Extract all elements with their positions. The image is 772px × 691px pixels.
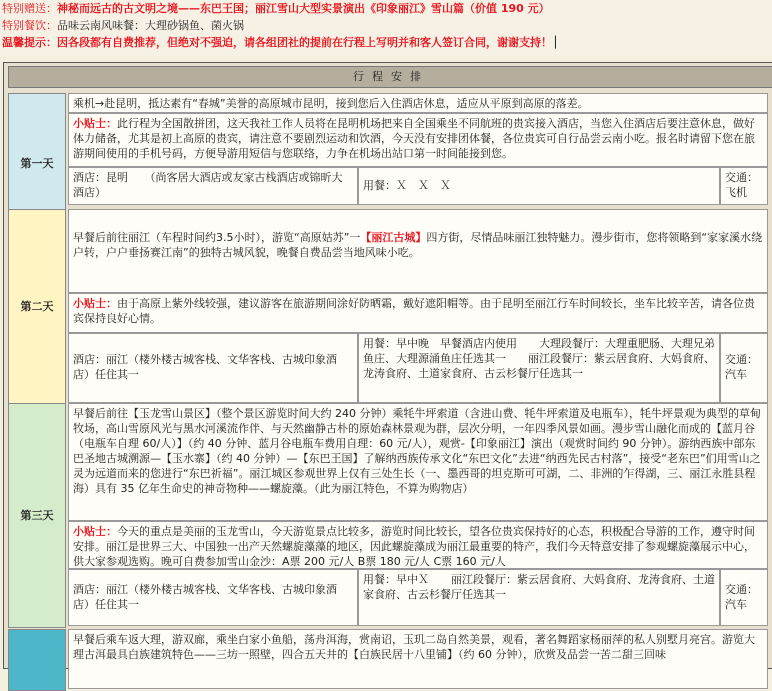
day3-transport: 交通：汽车	[720, 569, 768, 626]
gift-label: 特别赠送：	[2, 2, 57, 15]
top-info	[0, 0, 772, 56]
day3-tip-label: 小贴士：	[73, 525, 117, 538]
day2-highlight: 【丽江古城】	[360, 231, 427, 244]
day1-tip-label: 小贴士：	[73, 117, 117, 130]
day2-label: 第二天	[8, 209, 66, 405]
day3-label: 第三天	[8, 403, 66, 628]
warm-label: 温馨提示：	[2, 36, 57, 49]
day3-tip	[68, 521, 768, 569]
meal-label: 特别餐饮：	[2, 19, 57, 32]
day1-hotel: 酒店：昆明 （尚客居大酒店或友家古栈酒店或锦昕大酒店）	[68, 167, 358, 205]
day2-tip	[68, 293, 768, 333]
meal-text: 品味云南风味餐：大理砂锅鱼、菌火锅	[57, 19, 244, 32]
day1-meal: 用餐：Ｘ Ｘ Ｘ	[358, 167, 720, 205]
day3-meal: 用餐：早中Ｘ 丽江段餐厅：紫云居食府、大妈食府、龙涛食府、土道家食府、古云杉餐厅任选其一	[358, 569, 720, 626]
day4-intro: 早餐后乘车返大理，游双廊，乘坐白家小鱼船，荡舟洱海，赏南诏，玉玑二岛自然美景，观看，著名舞蹈家杨丽萍的私人别墅月亮宫。游览大理古洱最具白族建筑特色——三坊一照壁，四合五天井的【白族民居十八里铺】（约 60 分钟），欣赏及品尝一苦二甜三回味	[68, 629, 768, 689]
day2-intro	[68, 209, 768, 293]
warm-line: 温馨提示：因各段都有自费推荐，但绝对不强迫，请各组团社的提前在行程上写明并和客人签订合同，谢谢支持！│	[2, 36, 559, 49]
day1-tip-text: 此行程为全国散拼团，这天我社工作人员将在昆明机场把来自全国乘坐不同航班的贵宾接入酒店，当您入住酒店后要注意休息，做好体力储备，尤其是初上高原的贵宾，请注意不要剧烈运动和饮酒，今天没有安排团体餐，各位贵宾可自行品尝云南小吃。报名时请留下您在旅游期间使用的手机号码，方便导游用短信与您联络，力争在机场出站口第一时间能接到您。	[73, 117, 755, 160]
meal-line	[2, 17, 244, 34]
day1-tip	[68, 113, 768, 167]
day2-text-b: 四方街，尽情品味丽江独特魅力。漫步街市，您将领略到“家家溪水绕户转，户户垂扬赛江南”的独特古城风貌，晚餐自费品尝当地风味小吃。	[73, 231, 763, 259]
gift-text: 神秘而远古的古文明之境——东巴王国；丽江雪山大型实景演出《印象丽江》雪山篇（价值 190 元）	[57, 2, 550, 15]
table-header: 行程安排	[8, 66, 772, 88]
day1-transport: 交通：飞机	[720, 167, 768, 205]
day1-label: 第一天	[8, 93, 66, 235]
day2-meal: 用餐：早中晚 早餐酒店内使用 大理段餐厅：大理重肥肠、大理兄弟鱼庄、大理源涌鱼庄任选其一 丽江段餐厅：紫云居食府、大妈食府、龙涛食府、土道家食府、古云杉餐厅任选其一	[358, 333, 720, 403]
day3-tip-text: 今天的重点是美丽的玉龙雪山，今天游览景点比较多，游览时间比较长，望各位贵宾保持好的心态，积极配合导游的工作，遵守时间安排。丽江是世界三大、中国独一出产天然螺旋藻藻的地区，因此螺旋藻成为丽江最重要的特产，我们今天特意安排了参观螺旋藻展示中心，供大家参观选购。晚可自费参加雪山金沙：A票 200 元/人 B票 180 元/人 C票 160 元/人	[73, 525, 755, 568]
day1-intro: 乘机→赴昆明，抵达素有“春城”美誉的高原城市昆明，接到您后入住酒店休息，适应从平原到高原的落差。	[68, 93, 768, 113]
day2-transport: 交通：汽车	[720, 333, 768, 403]
itinerary-table	[3, 62, 772, 669]
day2-hotel: 酒店：丽江（楼外楼古城客栈、文华客栈、古城印象酒店）任住其一	[68, 333, 358, 403]
day3-hotel: 酒店：丽江（楼外楼古城客栈、文华客栈、古城印象酒店）任住其一	[68, 569, 358, 626]
day3-intro: 早餐后前往【玉龙雪山景区】（整个景区游览时间大约 240 分钟）乘牦牛坪索道（含进山费、牦牛坪索道及电瓶车），牦牛坪景观为典型的草甸牧场，高山雪原风光与黑水河溪流作伴、与天然幽静古朴的原始森林景观为群，层次分明，一年四季风景如画。漫步雪山融化而成的【蓝月谷（电瓶车自理 60/人）】（约 40 分钟、蓝月谷电瓶车费用自理：60 元/人），观赏-【印象丽江】演出（观赏时间约 90 分钟）。游纳西族中部东巴圣地古城溯源—【玉水寨】（约 40 分钟）—【东巴王国】了解纳西族传承文化“东巴文化”去进“纳西先民古村落”，接受“老东巴”们用雪山之灵为远道而来的您进行“东巴祈福”。丽江城区参观世界上仅有三处生长（一、墨西哥的坦克斯可可湖，二、非洲的乍得湖，三、丽江永胜县程海）具有 35 亿年生命史的神奇物种——螺旋藻。（此为丽江特色，不算为购物店）	[68, 403, 768, 521]
day2-tip-text: 由于高原上紫外线较强，建议游客在旅游期间涂好防晒霜，戴好遮阳帽等。由于昆明至丽江行车时间较长，坐车比较辛苦，请各位贵宾保持良好心情。	[73, 297, 755, 325]
day4-label	[8, 629, 66, 691]
day2-tip-label: 小贴士：	[73, 297, 117, 310]
warm-text: 因各段都有自费推荐，但绝对不强迫，请各组团社的提前在行程上写明并和客人签订合同，谢谢支持！	[57, 36, 552, 49]
day2-text-a: 早餐后前往丽江（车程时间约3.5小时），游览“高原姑苏”一	[73, 231, 361, 244]
gift-line	[2, 0, 550, 17]
